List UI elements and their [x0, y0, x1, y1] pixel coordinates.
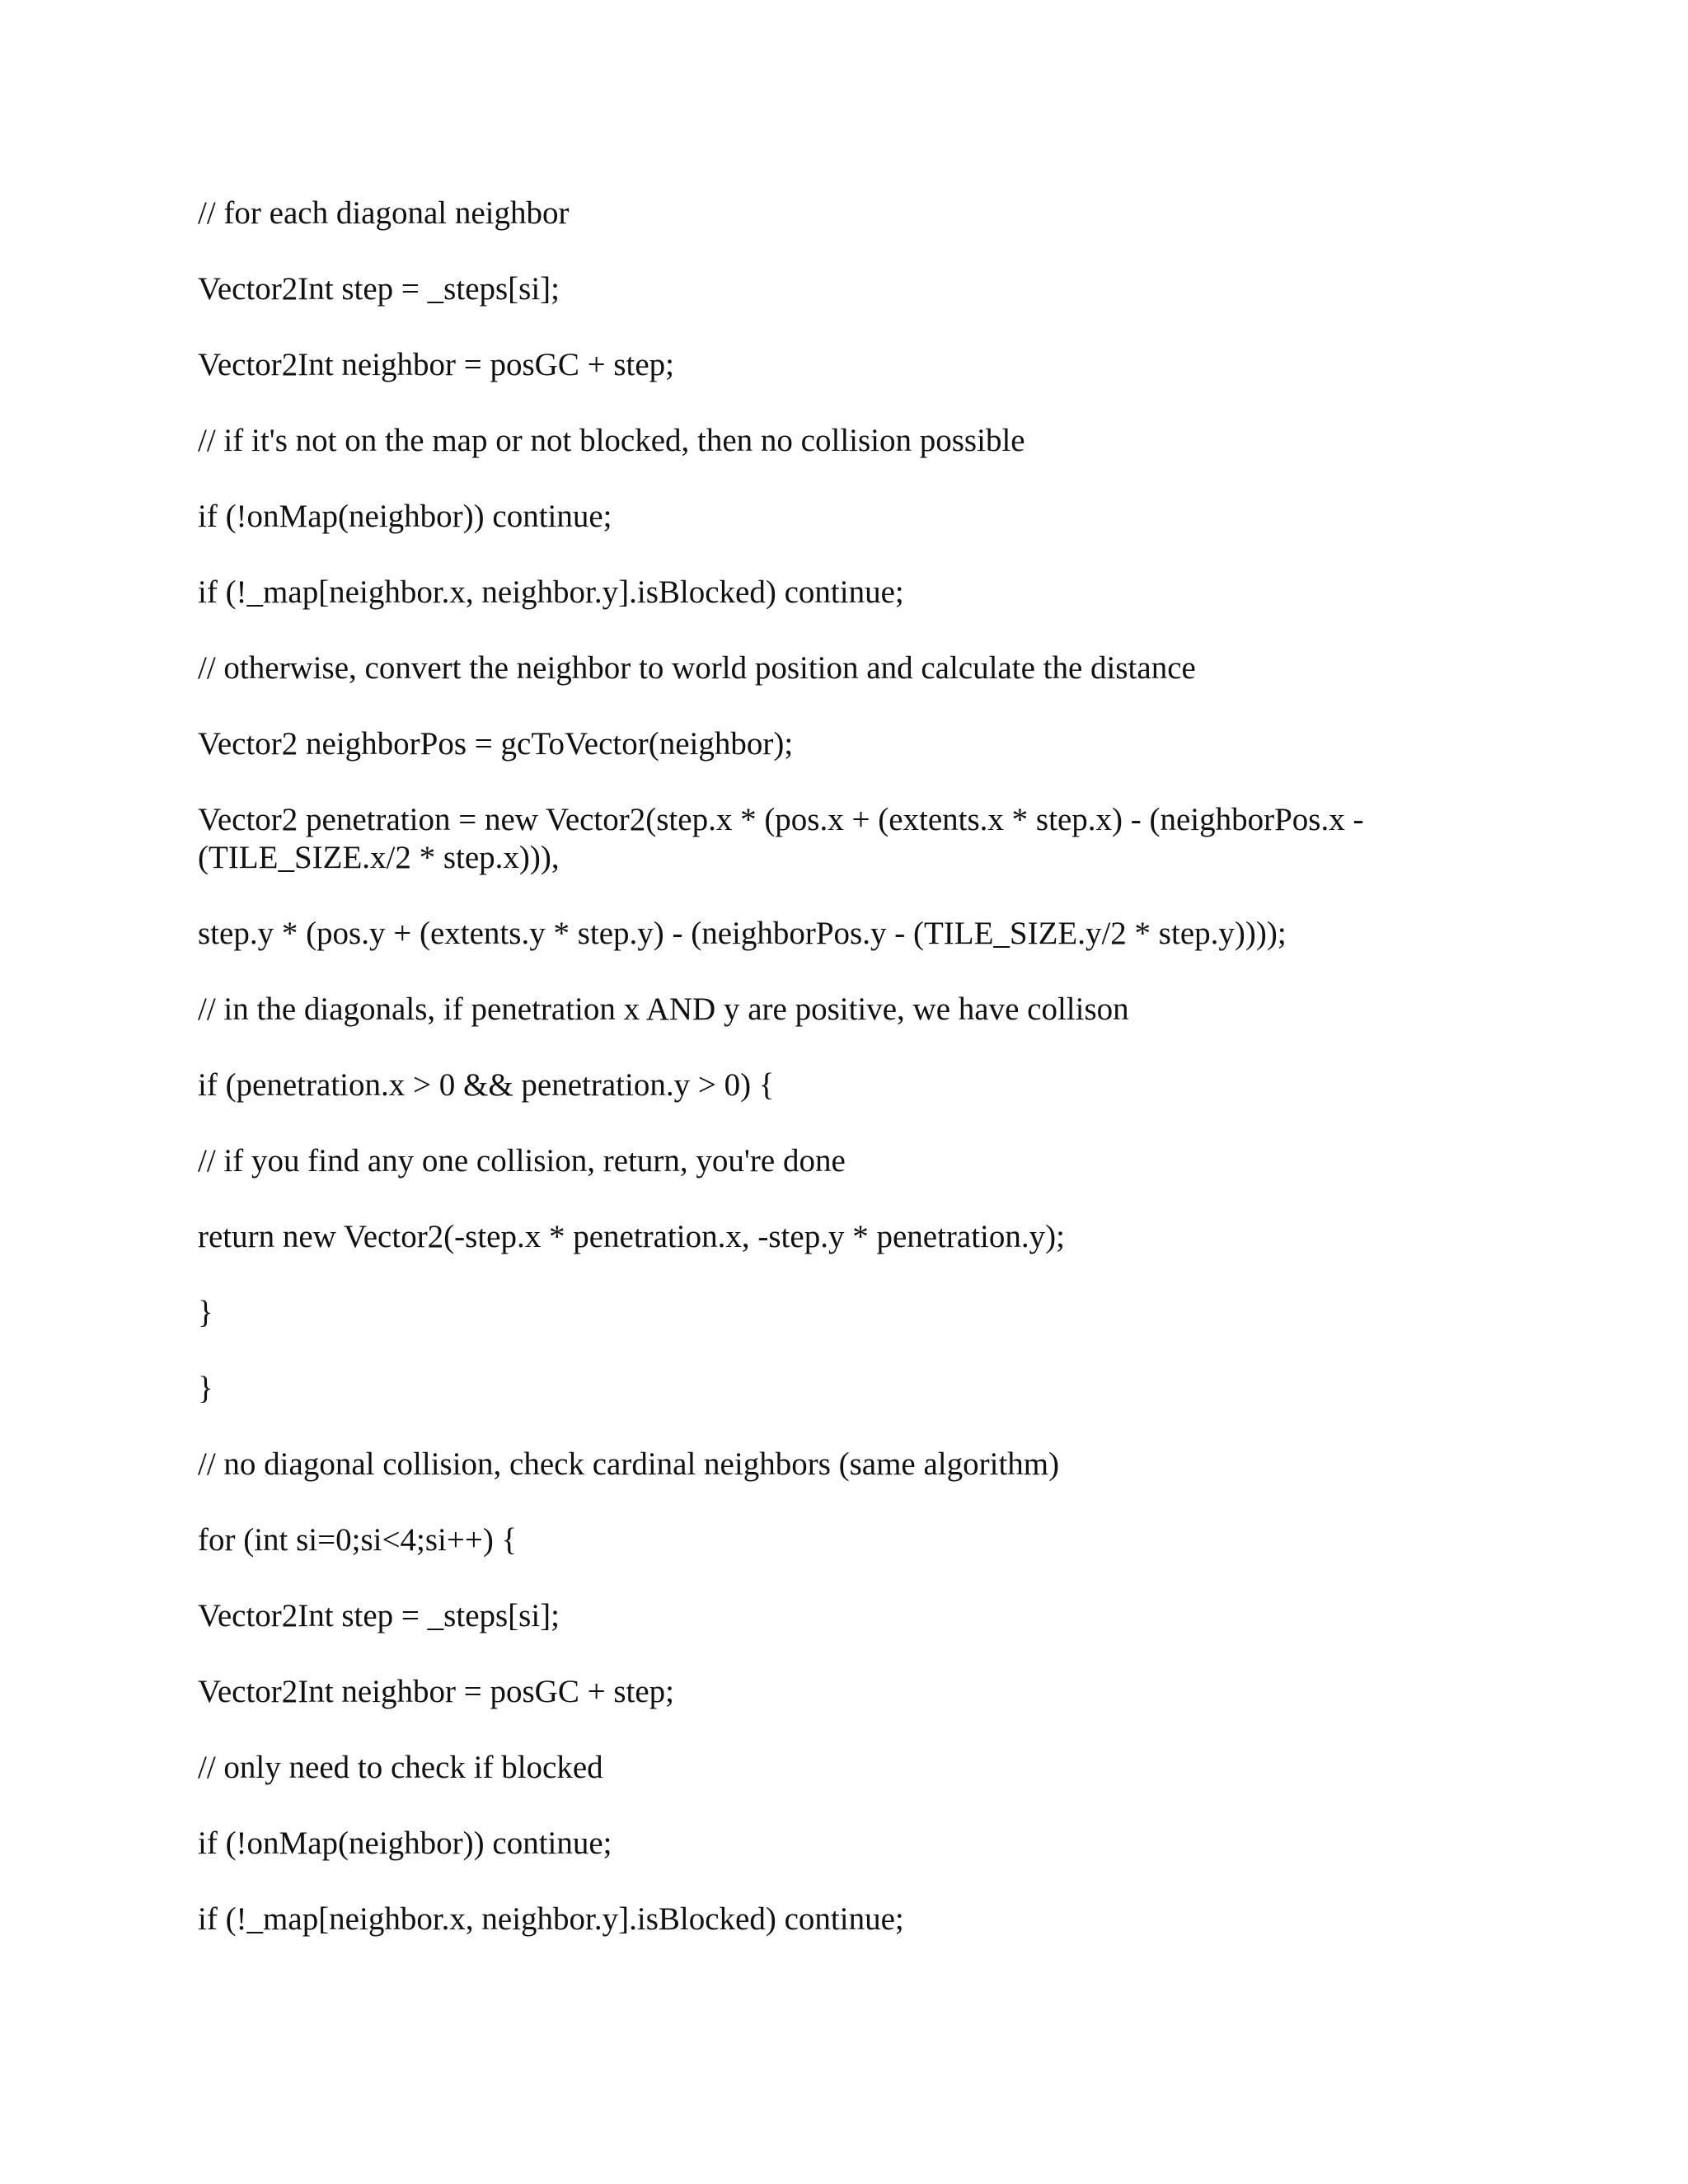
- code-line: if (!onMap(neighbor)) continue;: [198, 499, 612, 534]
- code-line: step.y * (pos.y + (extents.y * step.y) - (neighborPos.y - (TILE_SIZE.y/2 * step.y))));: [198, 916, 1287, 951]
- code-line: for (int si=0;si<4;si++) {: [198, 1522, 518, 1558]
- code-line-comment: // only need to check if blocked: [198, 1750, 603, 1785]
- code-line-comment: // if it's not on the map or not blocked, then no collision possible: [198, 423, 1025, 458]
- code-line: if (!onMap(neighbor)) continue;: [198, 1825, 612, 1861]
- code-line-comment: // otherwise, convert the neighbor to world position and calculate the distance: [198, 650, 1196, 686]
- code-line: Vector2Int neighbor = posGC + step;: [198, 347, 674, 382]
- code-line: if (!_map[neighbor.x, neighbor.y].isBlocked) continue;: [198, 1901, 904, 1937]
- code-line: Vector2 penetration = new Vector2(step.x * (pos.x + (extents.x * step.x) - (neighborPos.x - (TILE_SIZE.x/2 * step.x))),: [198, 802, 1372, 875]
- code-line-comment: // no diagonal collision, check cardinal neighbors (same algorithm): [198, 1446, 1060, 1482]
- code-line-comment: // for each diagonal neighbor: [198, 195, 570, 231]
- code-line: Vector2Int neighbor = posGC + step;: [198, 1674, 674, 1709]
- code-text-block: [198, 194, 1484, 1976]
- code-line: Vector2 neighborPos = gcToVector(neighbor);: [198, 726, 794, 762]
- code-line: if (penetration.x > 0 && penetration.y > 0) {: [198, 1067, 775, 1103]
- code-line: Vector2Int step = _steps[si];: [198, 1598, 560, 1633]
- code-line: Vector2Int step = _steps[si];: [198, 271, 560, 307]
- code-line-comment: // in the diagonals, if penetration x AND y are positive, we have collison: [198, 991, 1129, 1027]
- code-line-brace: }: [198, 1295, 213, 1330]
- code-line-brace: }: [198, 1371, 213, 1406]
- code-line: return new Vector2(-step.x * penetration.x, -step.y * penetration.y);: [198, 1219, 1065, 1254]
- code-line: if (!_map[neighbor.x, neighbor.y].isBlocked) continue;: [198, 574, 904, 610]
- code-line-comment: // if you find any one collision, return, you're done: [198, 1143, 846, 1179]
